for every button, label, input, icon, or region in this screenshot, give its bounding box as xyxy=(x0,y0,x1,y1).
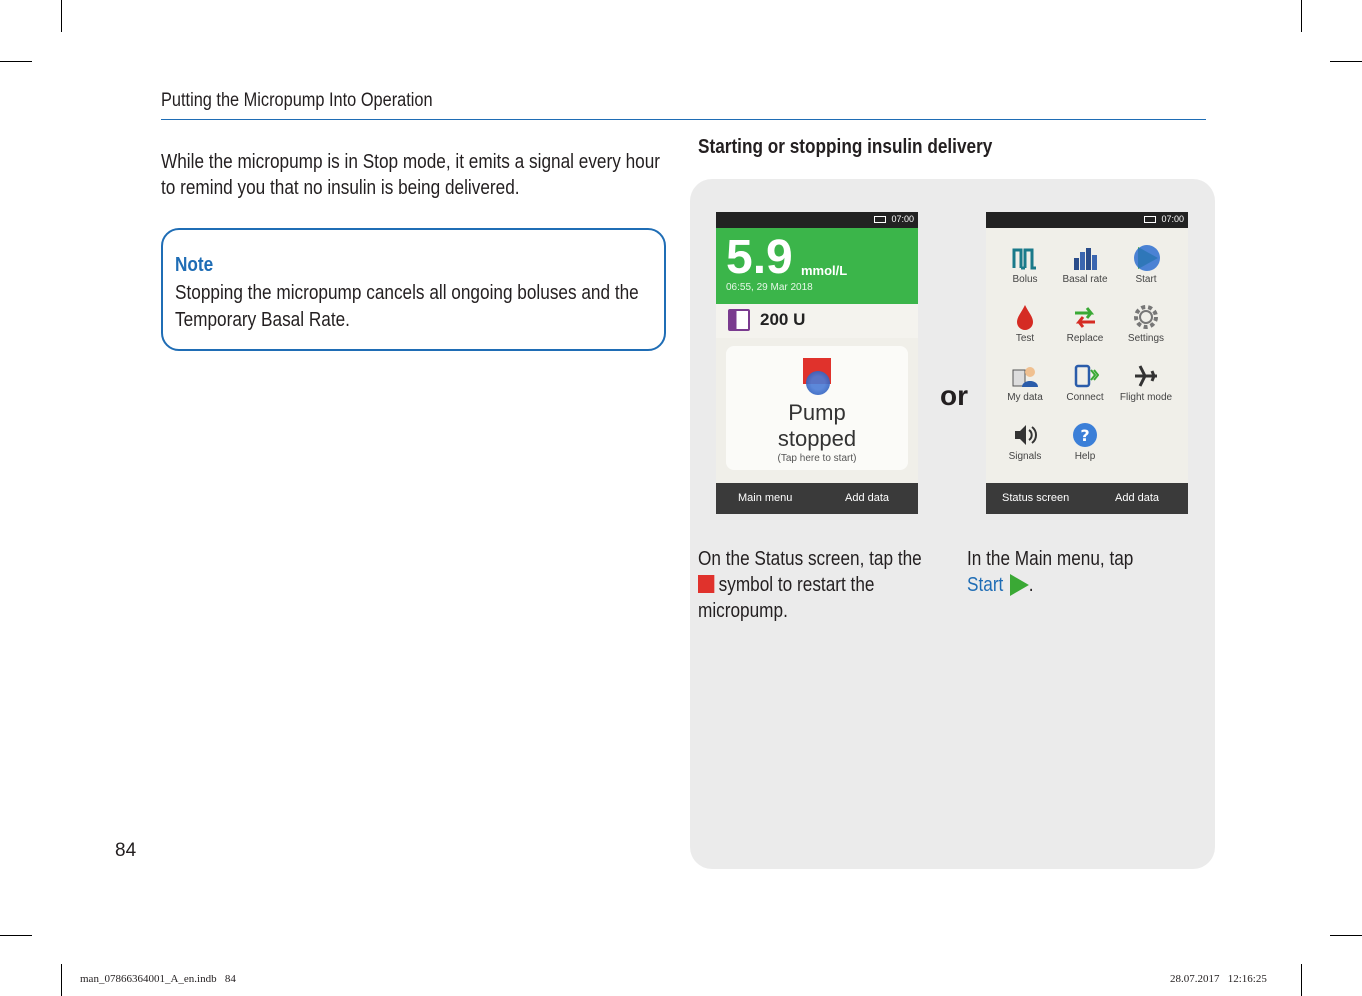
caption-line: On the Status screen, tap the xyxy=(698,548,922,570)
crop-mark xyxy=(61,0,62,32)
clock: 07:00 xyxy=(1161,214,1184,224)
help-icon xyxy=(1071,421,1099,449)
status-screen xyxy=(716,212,918,514)
bolus-icon xyxy=(1011,244,1039,272)
battery-icon xyxy=(874,216,886,223)
test-drop-icon xyxy=(1011,303,1039,331)
touch-indicator-icon xyxy=(806,371,830,395)
menu-item-label: Start xyxy=(1135,274,1157,285)
crop-mark xyxy=(0,61,32,62)
crop-mark xyxy=(1330,935,1362,936)
intro-line: While the micropump is in Stop mode, it emits a signal every hour xyxy=(161,151,661,173)
or-label: or xyxy=(940,380,968,411)
bottom-bar xyxy=(986,483,1188,514)
speaker-icon xyxy=(1011,421,1039,449)
caption-line: micropump. xyxy=(698,600,788,622)
main-menu-screen xyxy=(986,212,1188,514)
menu-item-replace[interactable] xyxy=(1055,303,1115,344)
menu-item-flight-mode[interactable] xyxy=(1116,362,1176,403)
battery-icon xyxy=(1144,216,1156,223)
caption-left xyxy=(698,546,922,624)
menu-item-label: Bolus xyxy=(1012,274,1038,285)
menu-item-label: Signals xyxy=(1008,451,1042,462)
clock: 07:00 xyxy=(891,214,914,224)
menu-item-basal-rate[interactable] xyxy=(1055,244,1115,285)
page-header-title: Putting the Micropump Into Operation xyxy=(161,90,433,111)
start-link: Start xyxy=(967,574,1004,596)
note-text xyxy=(175,280,639,334)
note-line: Temporary Basal Rate. xyxy=(175,309,350,331)
replace-arrows-icon xyxy=(1071,303,1099,331)
menu-item-signals[interactable] xyxy=(995,421,1055,462)
menu-item-label: My data xyxy=(1007,392,1043,403)
menu-item-label: Flight mode xyxy=(1119,392,1173,403)
main-menu-button[interactable]: Main menu xyxy=(738,492,793,504)
bottom-bar xyxy=(716,483,918,514)
caption-right xyxy=(967,546,1133,598)
start-icon xyxy=(1132,244,1160,272)
menu-item-connect[interactable] xyxy=(1055,362,1115,403)
pump-state-line: Pump xyxy=(788,400,846,425)
menu-item-label: Help xyxy=(1074,451,1096,462)
my-data-icon xyxy=(1011,362,1039,390)
caption-text: symbol to restart the xyxy=(718,574,875,596)
status-screen-button[interactable]: Status screen xyxy=(1002,492,1070,504)
crop-mark xyxy=(1330,61,1362,62)
note-title: Note xyxy=(175,254,214,276)
menu-item-label: Basal rate xyxy=(1062,274,1108,285)
crop-mark xyxy=(61,964,62,996)
reservoir-amount: 200 U xyxy=(760,310,806,329)
menu-item-my-data[interactable] xyxy=(995,362,1055,403)
start-triangle-icon xyxy=(1010,574,1029,596)
basal-rate-icon xyxy=(1071,244,1099,272)
page-number: 84 xyxy=(115,840,137,861)
crop-mark xyxy=(0,935,32,936)
bg-value: 5.9 xyxy=(726,231,793,284)
note-line: Stopping the micropump cancels all ongoing boluses and the xyxy=(175,282,639,304)
svg-text:?: ? xyxy=(1080,426,1090,445)
menu-item-start[interactable] xyxy=(1116,244,1176,285)
pump-state-line: stopped xyxy=(777,426,857,451)
caption-period: . xyxy=(1028,574,1034,596)
stop-symbol-icon xyxy=(698,575,714,593)
caption-line xyxy=(967,572,1133,598)
menu-item-bolus[interactable] xyxy=(995,244,1055,285)
menu-item-label: Test xyxy=(1015,333,1035,344)
section-title: Starting or stopping insulin delivery xyxy=(698,136,993,158)
bg-panel[interactable] xyxy=(716,228,918,304)
connect-icon xyxy=(1071,362,1099,390)
intro-line: to remind you that no insulin is being delivered. xyxy=(161,177,520,199)
crop-mark xyxy=(1301,0,1302,32)
status-bar xyxy=(716,212,918,228)
header-divider xyxy=(161,119,1206,120)
footer-datetime: 28.07.2017 12:16:25 xyxy=(1170,973,1267,985)
intro-paragraph xyxy=(161,149,660,201)
menu-item-help[interactable] xyxy=(1055,421,1115,462)
menu-item-label: Replace xyxy=(1066,333,1104,344)
pump-hint: (Tap here to start) xyxy=(777,453,857,464)
crop-mark xyxy=(1301,964,1302,996)
pump-state-tile[interactable] xyxy=(726,346,908,470)
menu-item-label: Connect xyxy=(1066,392,1104,403)
reservoir-row[interactable] xyxy=(716,304,918,338)
reservoir-icon xyxy=(728,309,750,331)
menu-item-settings[interactable] xyxy=(1116,303,1176,344)
caption-line: In the Main menu, tap xyxy=(967,548,1134,570)
caption-line xyxy=(698,572,922,598)
airplane-icon xyxy=(1132,362,1160,390)
bg-timestamp: 06:55, 29 Mar 2018 xyxy=(726,282,813,293)
settings-gear-icon xyxy=(1132,303,1160,331)
add-data-button[interactable]: Add data xyxy=(1115,492,1160,504)
menu-item-label: Settings xyxy=(1127,333,1165,344)
status-bar xyxy=(986,212,1188,228)
footer-file: man_07866364001_A_en.indb 84 xyxy=(80,973,236,985)
add-data-button[interactable]: Add data xyxy=(845,492,890,504)
bg-unit: mmol/L xyxy=(801,263,848,278)
menu-item-test[interactable] xyxy=(995,303,1055,344)
